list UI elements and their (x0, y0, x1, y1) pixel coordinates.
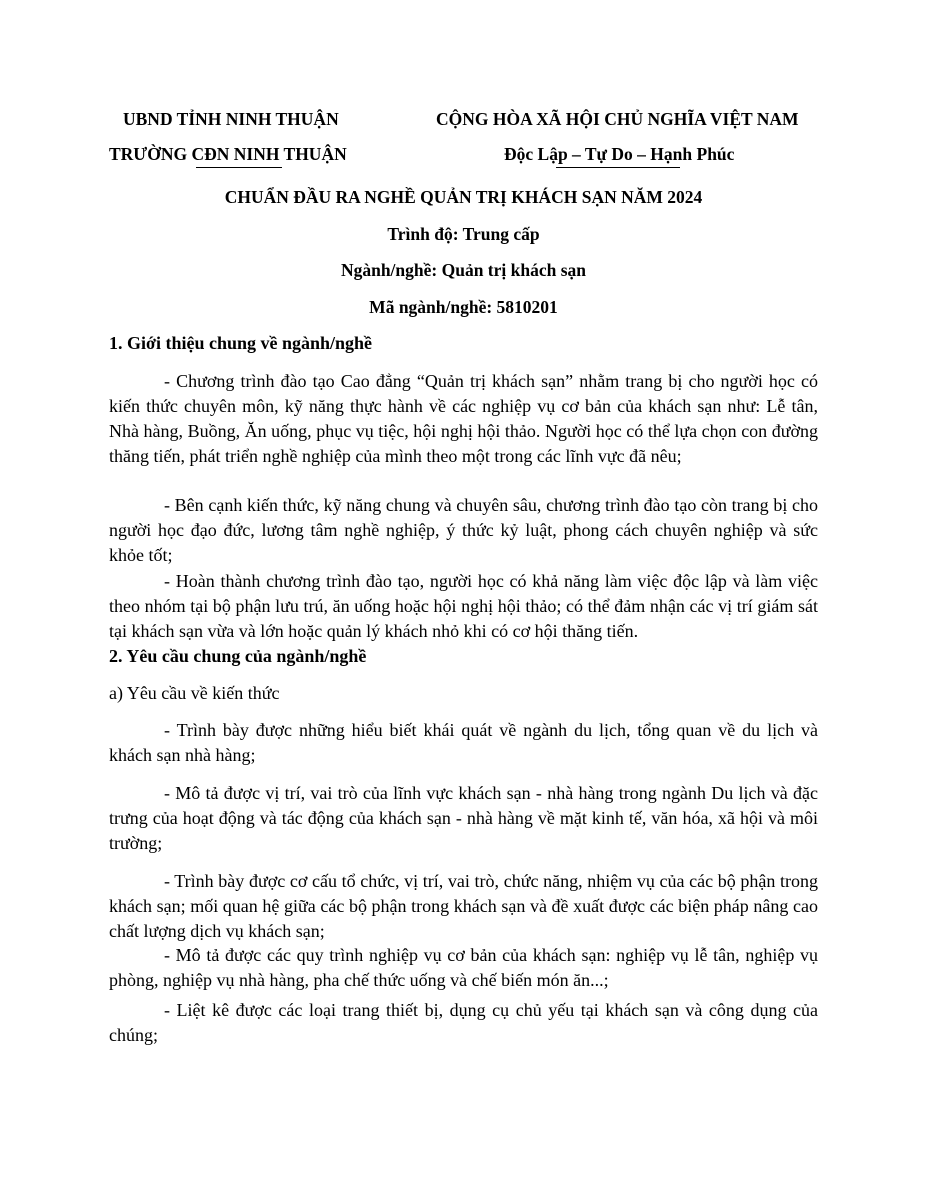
section-2-paragraph: - Liệt kê được các loại trang thiết bị, dụng cụ chủ yếu tại khách sạn và công dụng của chúng; (109, 1000, 818, 1045)
section-2-heading: 2. Yêu cầu chung của ngành/nghề (109, 646, 367, 666)
major-code: Mã ngành/nghề: 5810201 (369, 297, 558, 317)
section-1-paragraph: - Bên cạnh kiến thức, kỹ năng chung và chuyên sâu, chương trình đào tạo còn trang bị cho người học đạo đức, lương tâm nghề nghiệp, ý thức kỷ luật, phong cách chuyên nghiệp và sức khỏe tốt; (109, 495, 818, 565)
training-level: Trình độ: Trung cấp (387, 224, 540, 244)
section-1-paragraph: - Chương trình đào tạo Cao đẳng “Quản trị khách sạn” nhằm trang bị cho người học có kiến thức chuyên môn, kỹ năng thực hành về các nghiệp vụ cơ bản của khách sạn như: Lễ tân, Nhà hàng, Buồng, Ăn uống, phục vụ tiệc, hội nghị hội thảo. Người học có thể lựa chọn con đường thăng tiến, phát triển nghề nghiệp của mình theo một trong các lĩnh vực đã nêu; (109, 371, 818, 466)
section-2-paragraph: - Trình bày được cơ cấu tổ chức, vị trí, vai trò, chức năng, nhiệm vụ của các bộ phận trong khách sạn; mối quan hệ giữa các bộ phận trong khách sạn và đề xuất được các biện pháp nâng cao chất lượng dịch vụ khách sạn; (109, 871, 818, 941)
national-motto: Độc Lập – Tự Do – Hạnh Phúc (504, 144, 735, 164)
knowledge-requirements-subheading: a) Yêu cầu về kiến thức (109, 683, 280, 703)
section-1-paragraph: - Hoàn thành chương trình đào tạo, người học có khả năng làm việc độc lập và làm việc theo nhóm tại bộ phận lưu trú, ăn uống hoặc hội nghị hội thảo; có thể đảm nhận các vị trí giám sát tại khách sạn vừa và lớn hoặc quản lý khách nhỏ khi có cơ hội thăng tiến. (109, 571, 818, 641)
country-name: CỘNG HÒA XÃ HỘI CHỦ NGHĨA VIỆT NAM (436, 109, 799, 129)
national-motto-underline (556, 167, 680, 168)
school-name-underline (196, 167, 282, 168)
section-2-paragraph: - Mô tả được vị trí, vai trò của lĩnh vực khách sạn - nhà hàng trong ngành Du lịch và đặc trưng của hoạt động và tác động của khách sạn - nhà hàng về mặt kinh tế, văn hóa, xã hội và môi trường; (109, 783, 818, 853)
section-1-heading: 1. Giới thiệu chung về ngành/nghề (109, 333, 373, 353)
agency-name: UBND TỈNH NINH THUẬN (123, 109, 339, 129)
major-name: Ngành/nghề: Quản trị khách sạn (340, 260, 587, 280)
section-2-paragraph: - Trình bày được những hiểu biết khái quát về ngành du lịch, tổng quan về du lịch và khách sạn nhà hàng; (109, 720, 818, 765)
document-title: CHUẨN ĐẦU RA NGHỀ QUẢN TRỊ KHÁCH SẠN NĂM 2024 (224, 187, 703, 207)
school-name: TRƯỜNG CĐN NINH THUẬN (109, 144, 347, 164)
section-2-paragraph: - Mô tả được các quy trình nghiệp vụ cơ bản của khách sạn: nghiệp vụ lễ tân, nghiệp vụ phòng, nghiệp vụ nhà hàng, pha chế thức uống và chế biến món ăn...; (109, 945, 818, 990)
